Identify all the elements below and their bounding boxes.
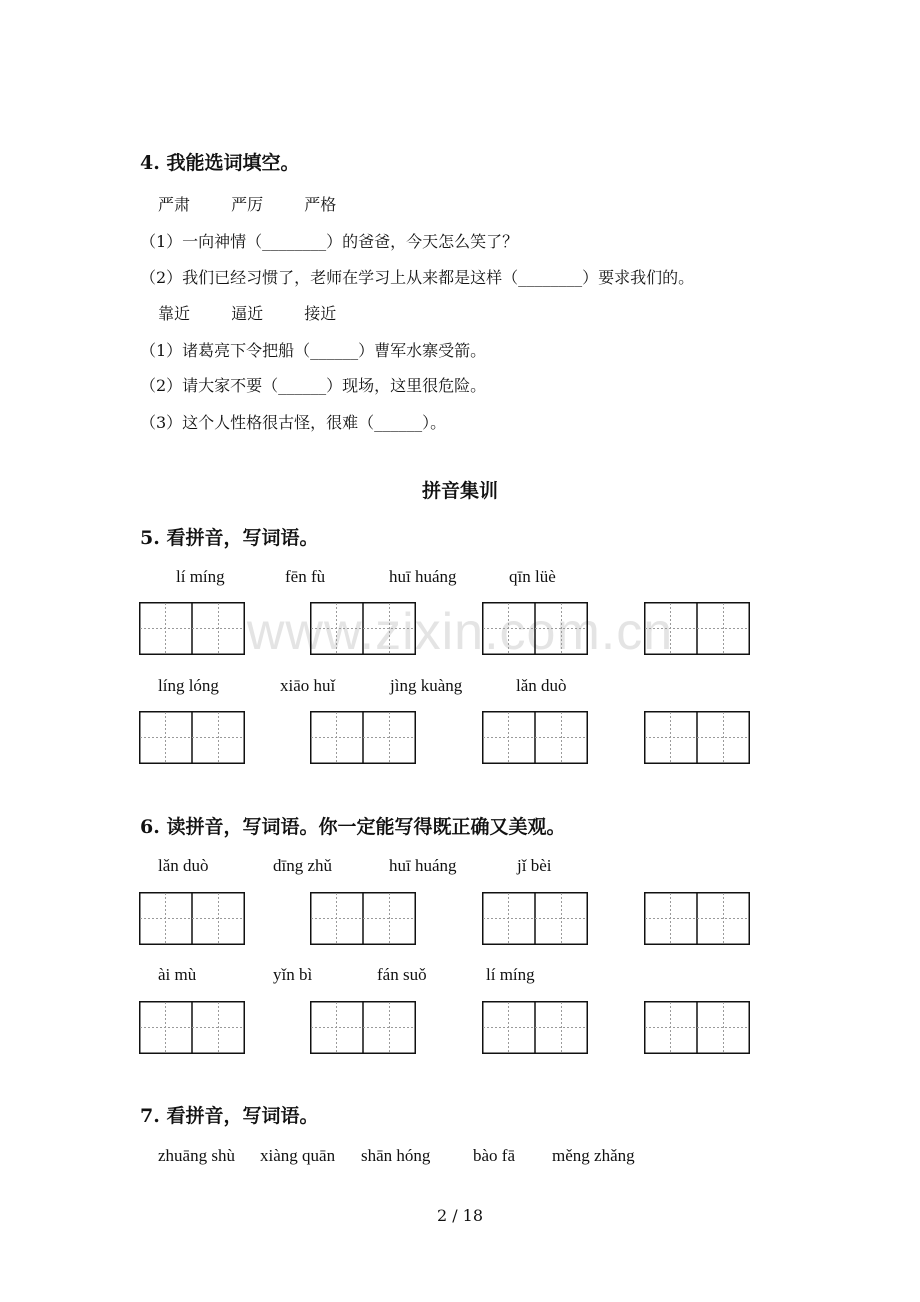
pinyin-label: xiāo huǐ [280, 676, 336, 695]
pinyin-label: ài mù [158, 965, 197, 984]
q4-group2-sentence-3: （3）这个人性格很古怪，很难（______）。 [140, 413, 447, 432]
writing-box[interactable] [644, 892, 750, 945]
page-number: 2 / 18 [436, 1206, 484, 1225]
word-choice: 接近 [304, 304, 337, 323]
pinyin-label: lǎn duò [516, 676, 567, 695]
q4-group2-sentence-2: （2）请大家不要（______）现场，这里很危险。 [140, 376, 487, 395]
pinyin-label: líng lóng [158, 676, 219, 695]
writing-box[interactable] [644, 1001, 750, 1054]
writing-box[interactable] [482, 1001, 588, 1054]
q4-heading: 4. 我能选词填空。 [140, 152, 300, 174]
word-choice: 靠近 [158, 304, 191, 323]
pinyin-label: zhuāng shù [158, 1146, 235, 1165]
word-choice: 严格 [304, 195, 337, 214]
q4-group2-sentence-1: （1）诸葛亮下令把船（______）曹军水寨受箭。 [140, 341, 487, 360]
pinyin-label: jǐ bèi [517, 856, 552, 875]
q6-heading: 6. 读拼音，写词语。你一定能写得既正确又美观。 [140, 816, 566, 838]
watermark: www.zixin.com.cn [246, 603, 674, 661]
q7-heading: 7. 看拼音，写词语。 [140, 1105, 319, 1127]
writing-box[interactable] [644, 711, 750, 764]
section-title: 拼音集训 [421, 480, 498, 502]
pinyin-label: huī huáng [389, 567, 457, 586]
q4-group2-choices [158, 301, 372, 324]
pinyin-label: yǐn bì [273, 965, 313, 984]
q4-group1-sentence-2: （2）我们已经习惯了，老师在学习上从来都是这样（________）要求我们的。 [140, 268, 695, 287]
writing-box[interactable] [310, 602, 416, 655]
pinyin-label: jìng kuàng [390, 676, 463, 695]
pinyin-label: fán suǒ [377, 965, 427, 984]
writing-box[interactable] [482, 602, 588, 655]
writing-box[interactable] [482, 892, 588, 945]
pinyin-label: lí míng [176, 567, 225, 586]
pinyin-label: lí míng [486, 965, 535, 984]
q4-group1-choices [158, 192, 372, 215]
writing-box[interactable] [139, 602, 245, 655]
pinyin-label: bào fā [473, 1146, 516, 1165]
pinyin-label: huī huáng [389, 856, 457, 875]
pinyin-label: xiàng quān [260, 1146, 336, 1165]
word-choice: 严厉 [231, 195, 264, 214]
word-choice: 严肃 [158, 195, 191, 214]
writing-box[interactable] [139, 892, 245, 945]
writing-box[interactable] [139, 711, 245, 764]
writing-box[interactable] [139, 1001, 245, 1054]
pinyin-label: měng zhǎng [552, 1146, 635, 1165]
writing-box[interactable] [310, 1001, 416, 1054]
pinyin-label: qīn lüè [509, 567, 556, 586]
writing-box[interactable] [310, 892, 416, 945]
pinyin-label: shān hóng [361, 1146, 431, 1165]
writing-box[interactable] [482, 711, 588, 764]
pinyin-label: lǎn duò [158, 856, 209, 875]
word-choice: 逼近 [231, 304, 264, 323]
q5-heading: 5. 看拼音，写词语。 [140, 527, 319, 549]
writing-box[interactable] [310, 711, 416, 764]
pinyin-label: dīng zhǔ [273, 856, 333, 875]
pinyin-label: fēn fù [285, 567, 326, 586]
q4-group1-sentence-1: （1）一向神情（________）的爸爸，今天怎么笑了？ [140, 232, 519, 251]
writing-box[interactable] [644, 602, 750, 655]
